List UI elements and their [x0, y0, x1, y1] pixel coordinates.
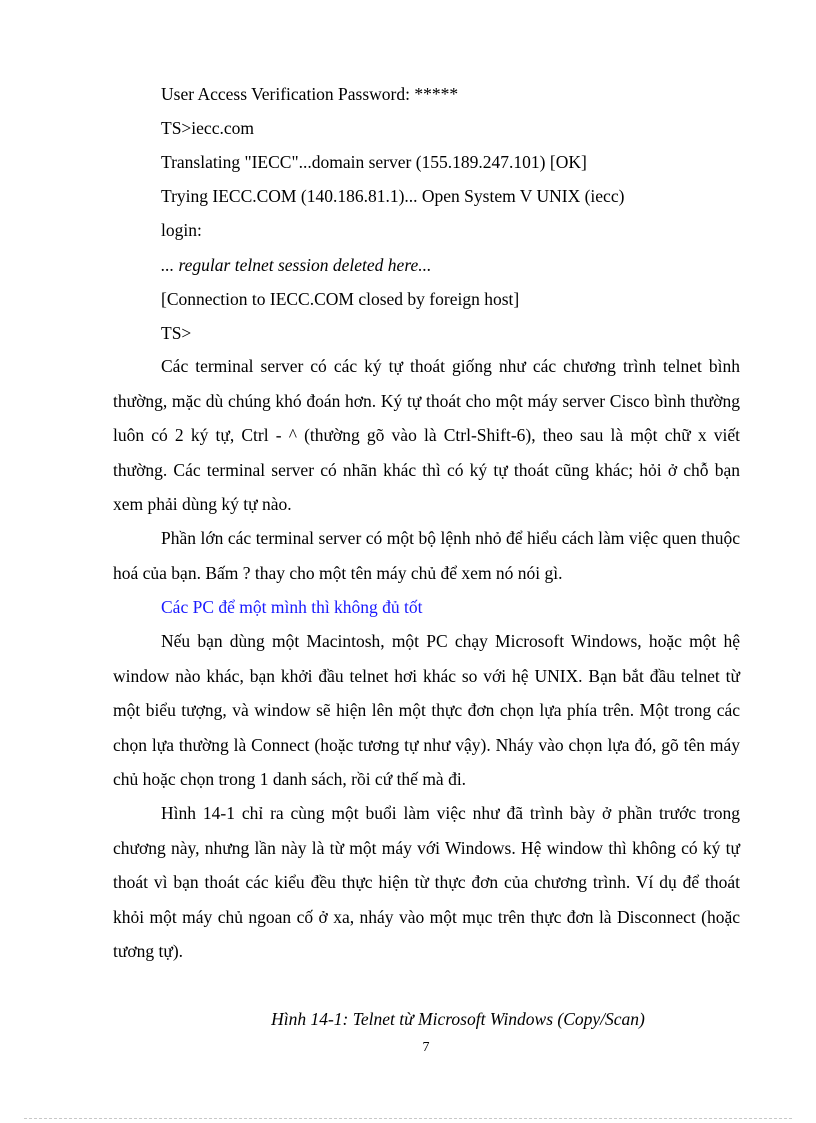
session-line-closed: [Connection to IECC.COM closed by foreign host] — [161, 289, 520, 309]
section-heading: Các PC để một mình thì không đủ tốt — [161, 597, 423, 617]
body-paragraph-windows-telnet: Nếu bạn dùng một Macintosh, một PC chạy Microsoft Windows, hoặc một hệ window nào khác, bạn khởi đầu telnet hơi khác so với hệ UNIX. Bạn bắt đầu telnet từ một biểu tượng, và window sẽ hiện lên một thực đơn chọn lựa phía trên. Một trong các chọn lựa thường là Connect (hoặc tương tự như vậy). Nháy vào chọn lựa đó, gõ tên máy chủ hoặc chọn trong 1 danh sách, rồi cứ thế mà đi. — [113, 631, 740, 789]
session-line-trying: Trying IECC.COM (140.186.81.1)... Open System V UNIX (iecc) — [161, 186, 625, 206]
figure-caption: Hình 14-1: Telnet từ Microsoft Windows (Copy/Scan) — [271, 1009, 645, 1029]
body-paragraph-command-set: Phần lớn các terminal server có một bộ lệnh nhỏ để hiểu cách làm việc quen thuộc hoá của bạn. Bấm ? thay cho một tên máy chủ để xem nó nói gì. — [113, 528, 740, 583]
session-line-prompt: TS> — [161, 323, 192, 343]
session-line-command: TS>iecc.com — [161, 118, 254, 138]
session-line-translating: Translating "IECC"...domain server (155.189.247.101) [OK] — [161, 152, 587, 172]
session-line-omitted-note: ... regular telnet session deleted here... — [161, 255, 432, 275]
body-paragraph-escape-chars: Các terminal server có các ký tự thoát giống như các chương trình telnet bình thường, mặc dù chúng khó đoán hơn. Ký tự thoát cho một máy server Cisco bình thường luôn có 2 ký tự, Ctrl - ^ (thường gõ vào là Ctrl-Shift-6), theo sau là một chữ x viết thường. Các terminal server có nhãn khác thì có ký tự thoát cũng khác; hỏi ở chỗ bạn xem phải dùng ký tự nào. — [113, 356, 740, 514]
session-line-verification: User Access Verification Password: ***** — [161, 84, 459, 104]
page-bottom-divider — [24, 1118, 792, 1119]
page-number: 7 — [422, 1040, 430, 1055]
body-paragraph-figure-intro: Hình 14-1 chỉ ra cùng một buổi làm việc như đã trình bày ở phần trước trong chương này, nhưng lần này là từ một máy với Windows. Hệ window thì không có ký tự thoát vì bạn thoát các kiểu đều thực hiện từ thực đơn của chương trình. Ví dụ để thoát khỏi một máy chủ ngoan cố ở xa, nháy vào một mục trên thực đơn là Disconnect (hoặc tương tự). — [113, 803, 740, 961]
session-line-login: login: — [161, 220, 202, 240]
